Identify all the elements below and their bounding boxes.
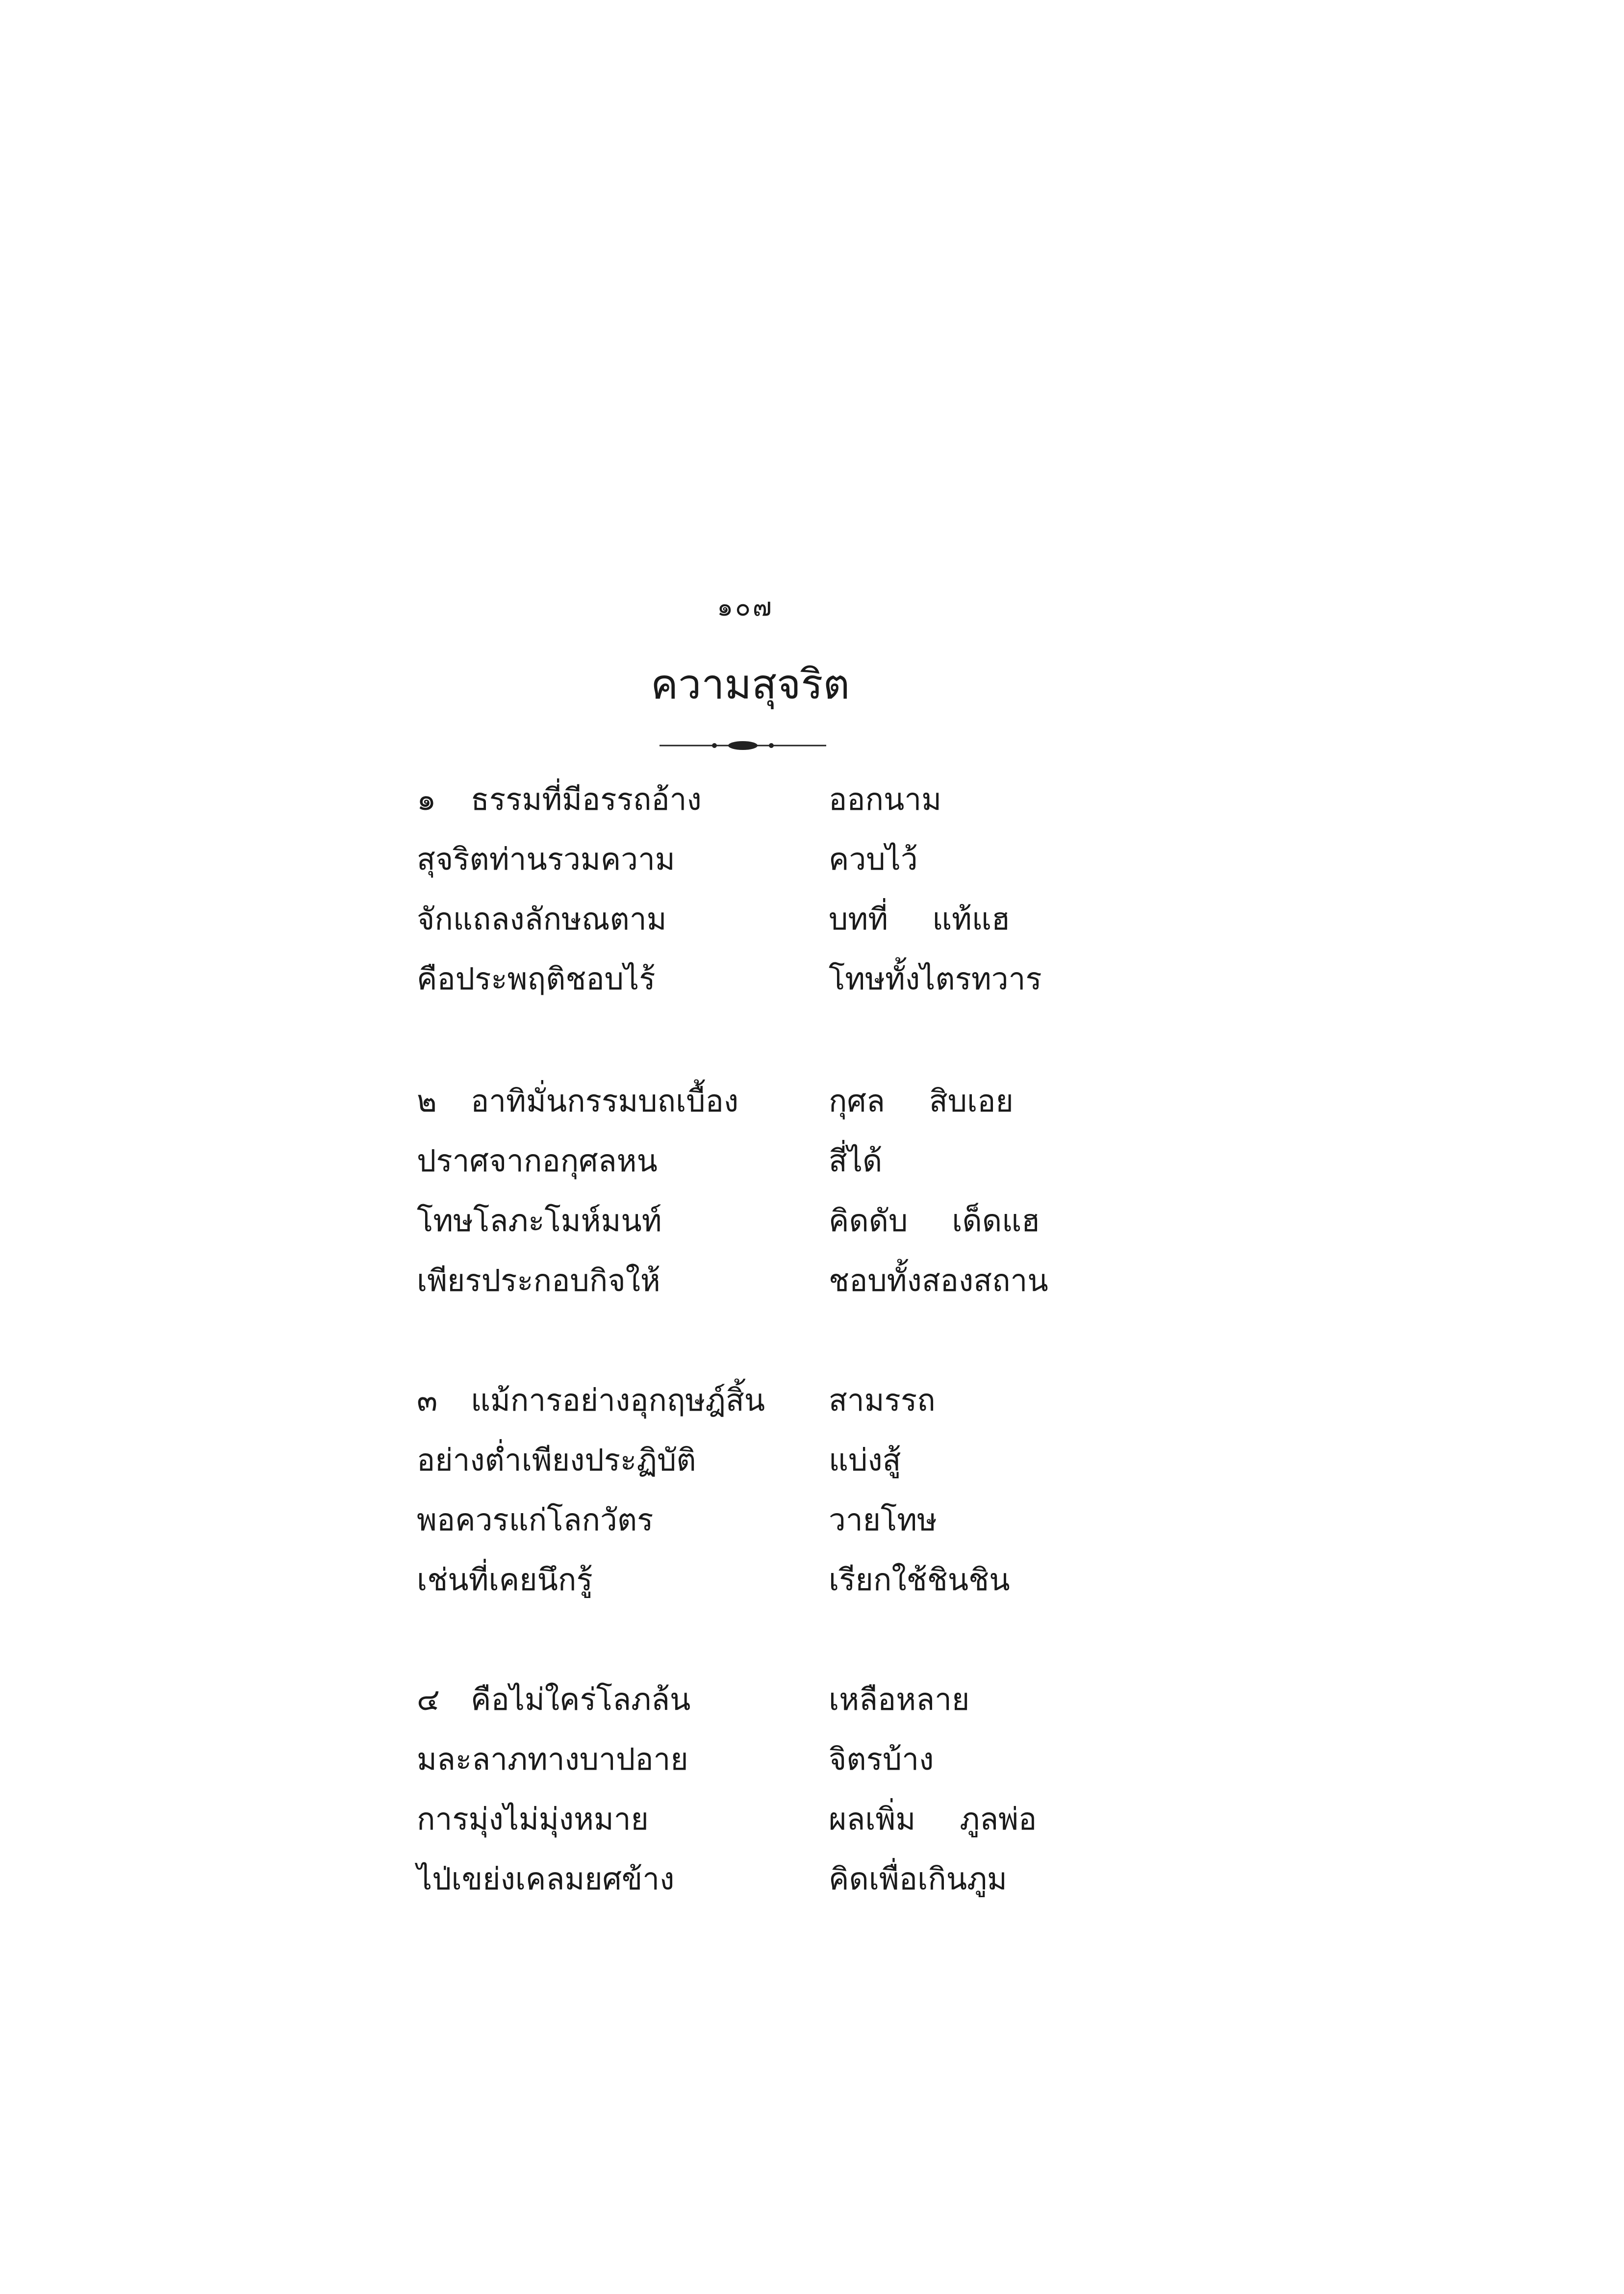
verse-line	[417, 1261, 1103, 1321]
verse-first-half: การมุ่งไม่มุ่งหมาย	[417, 1801, 649, 1837]
verse-first-half: คือไม่ใคร่โลภล้น	[471, 1681, 691, 1717]
verse-second-half: วายโทษ	[829, 1502, 937, 1538]
verse-line	[417, 959, 1103, 1019]
verse-line	[417, 1381, 1103, 1441]
verse-word: เด็ดแฮ	[952, 1203, 1040, 1238]
verse-first-half: ปราศจากอกุศลหน	[417, 1143, 658, 1179]
verse-first-half: โทษโลภะโมห์มนท์	[417, 1203, 662, 1238]
page-number: ๑๐๗	[717, 593, 774, 622]
verse-word: ผลเพิ่ม	[829, 1801, 916, 1837]
verse-second-half: ชอบทั้งสองสถาน	[829, 1263, 1048, 1298]
verse-first-half: สุจริตท่านรวมความ	[417, 841, 675, 877]
verse-second-half: คิดเพื่อเกินภูม	[829, 1861, 1007, 1897]
verse-first-half: เช่นที่เคยนึกรู้	[417, 1562, 593, 1598]
verse-first-half: คือประพฤติชอบไร้	[417, 961, 656, 997]
verse-first-half: พอควรแก่โลกวัตร	[417, 1502, 654, 1538]
verse-second-half: จิตรบ้าง	[829, 1741, 934, 1777]
verse-second-half	[829, 1082, 1014, 1121]
verse-first-half: อย่างต่ำเพียงประฏิบัติ	[417, 1442, 696, 1478]
poem-title: ความสุจริต	[650, 660, 850, 708]
verse-word: แท้แฮ	[932, 901, 1010, 937]
verse-line	[417, 1680, 1103, 1740]
verse-word: คิดดับ	[829, 1203, 908, 1238]
stanza-number: ๔	[417, 1681, 440, 1717]
verse-second-half	[829, 1800, 1037, 1839]
stanza-4	[417, 1680, 1103, 1919]
verse-line	[417, 1560, 1103, 1620]
verse-first-half: ธรรมที่มีอรรถอ้าง	[471, 781, 702, 817]
verse-second-half: เหลือหลาย	[829, 1681, 970, 1717]
verse-line	[417, 840, 1103, 900]
verse-line	[417, 780, 1103, 840]
verse-second-half: เรียกใช้ชินชิน	[829, 1562, 1010, 1598]
stanza-number: ๓	[417, 1382, 438, 1418]
verse-second-half: สี่ได้	[829, 1143, 883, 1179]
verse-second-half: สามรรถ	[829, 1382, 936, 1418]
verse-line	[417, 1441, 1103, 1500]
verse-first-half: เพียรประกอบกิจให้	[417, 1263, 660, 1298]
verse-first-half: ไป่เขย่งเคลมยศข้าง	[417, 1861, 675, 1897]
verse-first-half: อาทิมั่นกรรมบถเบื้อง	[471, 1083, 739, 1119]
verse-line	[417, 1201, 1103, 1261]
verse-second-half: แบ่งสู้	[829, 1442, 901, 1478]
verse-second-half	[829, 1201, 1040, 1240]
verse-first-half: มละลาภทางบาปอาย	[417, 1741, 688, 1777]
verse-word: ภูลพ่อ	[960, 1801, 1037, 1837]
verse-word: กุศล	[829, 1083, 885, 1119]
verse-word: บทที่	[829, 901, 888, 937]
verse-line	[417, 1859, 1103, 1919]
stanza-3	[417, 1381, 1103, 1620]
verse-second-half	[829, 900, 1010, 939]
verse-first-half: แม้การอย่างอุกฤษฎ์สิ้น	[471, 1382, 765, 1418]
verse-line	[417, 1740, 1103, 1800]
verse-line	[417, 1800, 1103, 1859]
verse-word: สิบเอย	[929, 1083, 1014, 1119]
verse-line	[417, 1500, 1103, 1560]
verse-second-half: โทษทั้งไตรทวาร	[829, 961, 1042, 997]
stanza-number: ๑	[417, 781, 436, 817]
title-ornament	[660, 738, 826, 753]
verse-second-half: ออกนาม	[829, 781, 942, 817]
stanza-number: ๒	[417, 1083, 437, 1119]
verse-first-half: จักแถลงลักษณตาม	[417, 901, 667, 937]
verse-second-half: ควบไว้	[829, 841, 918, 877]
verse-line	[417, 1141, 1103, 1201]
stanza-2	[417, 1082, 1103, 1321]
verse-line	[417, 1082, 1103, 1141]
stanza-1	[417, 780, 1103, 1019]
verse-line	[417, 900, 1103, 959]
